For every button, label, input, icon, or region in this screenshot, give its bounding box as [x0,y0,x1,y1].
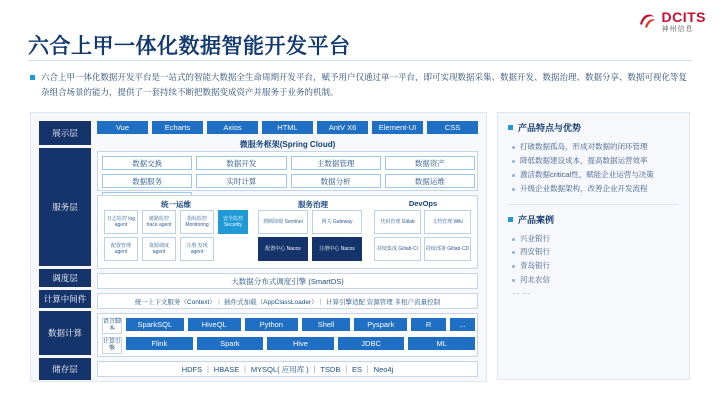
page-title: 六合上甲一体化数据智能开发平台 [28,35,351,58]
list-item: 激活数据critical性，赋能企业运营与决策 [512,168,679,182]
lang-chip-shell[interactable]: Shell [302,318,350,331]
service-chip-1[interactable]: 数据交换 [102,156,192,170]
compute-language-row [126,318,475,331]
ops-tile-trace[interactable]: 链路监控 trace agent [142,210,176,234]
panel-divider [508,204,679,205]
platform-support-frame [97,195,478,269]
display-chip-antv[interactable]: AntV X6 [317,121,368,134]
list-item: 升级企业数据架构，改善企业开发流程 [512,182,679,196]
bullet-square-icon [508,217,513,222]
middleware-bar: 统一上下文服务（Context）｜ 插件式加载（AppClassLoader）｜ 计算引擎适配 资源管理 多租户流量控制 [97,293,478,309]
brand-sub: 神州信息 [661,26,694,33]
dcits-logo-icon [637,10,657,30]
engine-chip-jdbc[interactable]: JDBC [338,337,405,350]
engine-chip-spark[interactable]: Spark [197,337,264,350]
svc-tile-sentinel[interactable]: 熔断降级 Sentinel [258,210,308,234]
service-chip-7[interactable]: 数据分析 [291,174,381,188]
storage-bar: HDFS ｜ HBASE ｜ MYSQL( 应用库 ) ｜ TSDB ｜ ES ｜ Neo4j [97,361,478,377]
layer-display: 展示层 [39,121,91,145]
list-item: 青岛银行 [512,259,679,273]
compute-language-label: 语言脚本 [103,319,122,332]
list-item: 降低数据建设成本，提高数据运营效率 [512,154,679,168]
compute-frame [97,313,478,357]
engine-chip-ml[interactable]: ML [408,337,475,350]
engine-chip-flink[interactable]: Flink [126,337,193,350]
svc-tile-config-center[interactable]: 配置中心 Nacos [258,237,308,261]
svc-tile-gateway[interactable]: 网关 Gateway [312,210,362,234]
intro-text: 六合上甲一体化数据开发平台是一站式的智能大数据全生命周期开发平台，赋予用户仅通过单一平台，即可实现数据采集、数据开发、数据治理、数据分享、数据可视化等复杂组合场景的能力，提供了一套持续不断把数据变成资产并服务于业务的机制。 [41,72,688,97]
compute-engine-label: 计算引擎 [102,337,122,354]
architecture-panel [30,112,487,382]
display-chip-html[interactable]: HTML [262,121,313,134]
service-chip-5[interactable]: 数据服务 [102,174,192,188]
list-item: 河北农信 [512,273,679,287]
svc-tile-registry-center[interactable]: 注册中心 Nacos [312,237,362,261]
microservice-frame [97,151,478,191]
service-chip-3[interactable]: 主数据管理 [291,156,381,170]
lang-chip-r[interactable]: R [411,318,446,331]
layer-storage: 储存层 [39,358,91,380]
display-chip-vue[interactable]: Vue [97,121,148,134]
ops-tile-log[interactable]: 日志监控 log agent [104,210,138,234]
service-chip-4[interactable]: 数据资产 [385,156,475,170]
layer-service: 服务层 [39,148,91,266]
service-chip-6[interactable]: 实时计算 [196,174,286,188]
compute-engine-row [126,337,475,350]
lang-chip-hiveql[interactable]: HiveQL [188,318,241,331]
list-item: 打破数据孤岛，形成对数据的闭环管理 [512,140,679,154]
cases-title: 产品案例 [518,214,555,225]
service-chip-8[interactable]: 数据运维 [385,174,475,188]
advantages-title: 产品特点与优势 [518,123,582,133]
devops-title: DevOps [408,199,438,208]
lang-chip-more[interactable]: ... [450,318,475,331]
ops-title: 统一运维 [161,200,191,209]
devops-tile-code[interactable]: 代码管理 Gitlab [374,210,421,234]
bullet-square-icon [508,125,513,130]
lang-chip-python[interactable]: Python [245,318,298,331]
layer-compute: 数据计算 [39,311,91,355]
display-chip-axios[interactable]: Axios [207,121,258,134]
ops-tile-security[interactable]: 安全监控 Security [218,210,248,234]
lang-chip-pyspark[interactable]: Pyspark [354,318,407,331]
layer-middleware: 计算中间件 [39,290,91,308]
cases-more: …… [512,287,532,296]
services-title: 服务治理 [298,200,328,209]
ops-tile-registry[interactable]: 注册 发现 agent [180,237,214,261]
intro-block [30,70,690,100]
ops-tile-config[interactable]: 配置管理 agent [104,237,138,261]
display-chip-css[interactable]: CSS [427,121,478,134]
layer-schedule: 调度层 [39,269,91,287]
list-item: 西安银行 [512,245,679,259]
list-item: 兴业银行 [512,232,679,246]
microservice-title: 微服务框架(Spring Cloud) [239,140,336,149]
title-divider [28,60,692,61]
bullet-square-icon [30,75,35,80]
highlights-panel [497,112,690,380]
lang-chip-sparksql[interactable]: SparkSQL [126,318,184,331]
display-layer-row [97,121,478,134]
advantages-list [512,140,679,196]
advantages-header [508,121,679,134]
brand-logo [637,10,707,33]
devops-tile-cd[interactable]: 持续部署 Gitlab-CD [424,237,471,261]
layer-rail [39,121,91,383]
service-chip-2[interactable]: 数据开发 [196,156,286,170]
display-chip-echarts[interactable]: Echarts [152,121,203,134]
engine-chip-hive[interactable]: Hive [267,337,334,350]
devops-tile-doc[interactable]: 文档管理 Wiki [424,210,471,234]
ops-tile-resource[interactable]: 资源调度 agent [142,237,176,261]
schedule-bar: 大数据分布式调度引擎 (SmartDS) [97,273,478,289]
devops-tile-ci[interactable]: 持续集成 Gitlab-CI [374,237,421,261]
cases-header [508,213,679,226]
brand-name: DCITS [661,9,706,25]
display-chip-elementui[interactable]: Element-UI [372,121,423,134]
ops-tile-monitor[interactable]: 指标监控 Monitoring [180,210,214,234]
cases-list [512,232,679,288]
